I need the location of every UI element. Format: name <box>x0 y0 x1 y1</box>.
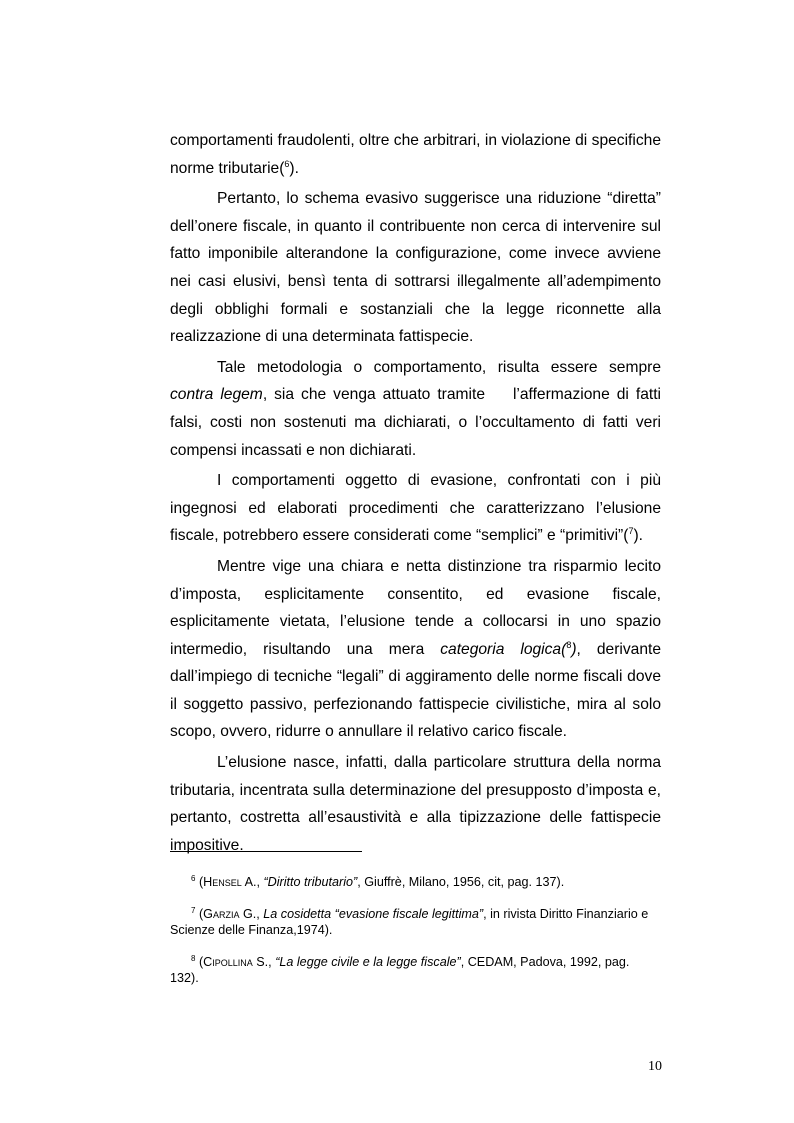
paragraph-3 <box>170 354 666 464</box>
footnote-ref-8[interactable]: 8 <box>566 639 572 650</box>
footnote-6 <box>170 874 661 890</box>
paragraph-5-text: Mentre vige una chiara e netta distinzione tra risparmio lecito d’imposta, esplicitamente consentito, ed evasione fiscale, esplicitamente vietata, l’elusione tende a collocarsi in uno spazio intermedio, risultando una mera <box>170 557 661 658</box>
footnote-7-author-initial: G., <box>239 907 264 921</box>
footnote-6-author-initial: A., <box>241 875 264 889</box>
footnote-6-mark: 6 <box>191 873 196 883</box>
footnote-7 <box>170 906 661 938</box>
paragraph-5-italic-close: ) <box>571 640 577 658</box>
footnotes <box>170 874 661 1002</box>
footnote-separator <box>170 851 362 852</box>
footnote-6-title: “Diritto tributario” <box>263 875 358 889</box>
paragraph-1-text: comportamenti fraudolenti, oltre che arbitrari, in violazione di specifiche norme tributarie( <box>170 132 661 177</box>
page-number: 10 <box>648 1059 662 1074</box>
paragraph-1 <box>170 127 661 182</box>
paragraph-2: Pertanto, lo schema evasivo suggerisce una riduzione “diretta” dell’onere fiscale, in quanto il contribuente non cerca di intervenire sul fatto imponibile alterandone la configurazione, come invece avviene nei casi elusivi, bensì tenta di sottrarsi illegalmente all’adempimento degli obblighi formali e sostanziali che la legge riconnette alla realizzazione di una determinata fattispecie. <box>170 190 661 346</box>
footnote-ref-7[interactable]: 7 <box>628 526 634 537</box>
paragraph-6: L’elusione nasce, infatti, dalla particolare struttura della norma tributaria, incentrata sulla determinazione del presupposto d’imposta e, pertanto, costretta all’esaustività e alla tipizzazione delle fattispecie impositive. <box>170 754 661 854</box>
footnote-8-rest: , CEDAM, Padova, 1992, pag. 132). <box>170 955 630 985</box>
footnote-8-author: Cipollina <box>203 955 253 969</box>
paragraph-4-text-end: ). <box>633 527 643 545</box>
paragraph-5-text-end: , derivante dall’impiego di tecniche “legali” di aggiramento delle norme fiscali dove il soggetto passivo, perfezionando fattispecie civilistiche, mira al solo scopo, ovvero, ridurre o annullare il relativo carico fiscale. <box>170 640 661 741</box>
paragraph-3-italic: contra legem <box>170 386 263 404</box>
footnote-7-title: La cosidetta “evasione fiscale legittima” <box>263 907 484 921</box>
paragraph-5 <box>170 553 661 746</box>
footnote-7-rest: , in rivista Diritto Finanziario e Scienze delle Finanza,1974). <box>170 907 649 937</box>
paragraph-4 <box>170 467 661 550</box>
footnote-ref-6[interactable]: 6 <box>284 158 290 169</box>
footnote-7-open: ( <box>195 907 204 921</box>
paragraph-4-text: I comportamenti oggetto di evasione, confrontati con i più ingegnosi ed elaborati procedimenti che caratterizzano l’elusione fiscale, potrebbero essere considerati come “semplici” e “primitivi”( <box>170 472 661 545</box>
footnote-8 <box>170 954 661 986</box>
body-text <box>170 127 666 862</box>
footnote-7-mark: 7 <box>191 905 196 915</box>
footnote-8-mark: 8 <box>191 953 196 963</box>
footnote-8-title: “La legge civile e la legge fiscale” <box>275 955 461 969</box>
footnote-6-rest: , Giuffrè, Milano, 1956, cit, pag. 137). <box>357 875 565 889</box>
footnote-8-open: ( <box>195 955 204 969</box>
paragraph-3-text-end: , sia che venga attuato tramite l’affermazione di fatti falsi, costi non sostenuti ma dichiarati, o l’occultamento di fatti veri compensi incassati e non dichiarati. <box>170 386 666 459</box>
footnote-7-author: Garzia <box>203 907 240 921</box>
paragraph-5-italic: categoria logica( <box>440 640 567 658</box>
footnote-8-author-initial: S., <box>252 955 276 969</box>
paragraph-3-text: Tale metodologia o comportamento, risulta essere sempre <box>217 358 661 376</box>
footnote-6-author: Hensel <box>203 875 242 889</box>
paragraph-1-text-end: ). <box>289 159 299 177</box>
footnote-6-open: ( <box>195 875 204 889</box>
